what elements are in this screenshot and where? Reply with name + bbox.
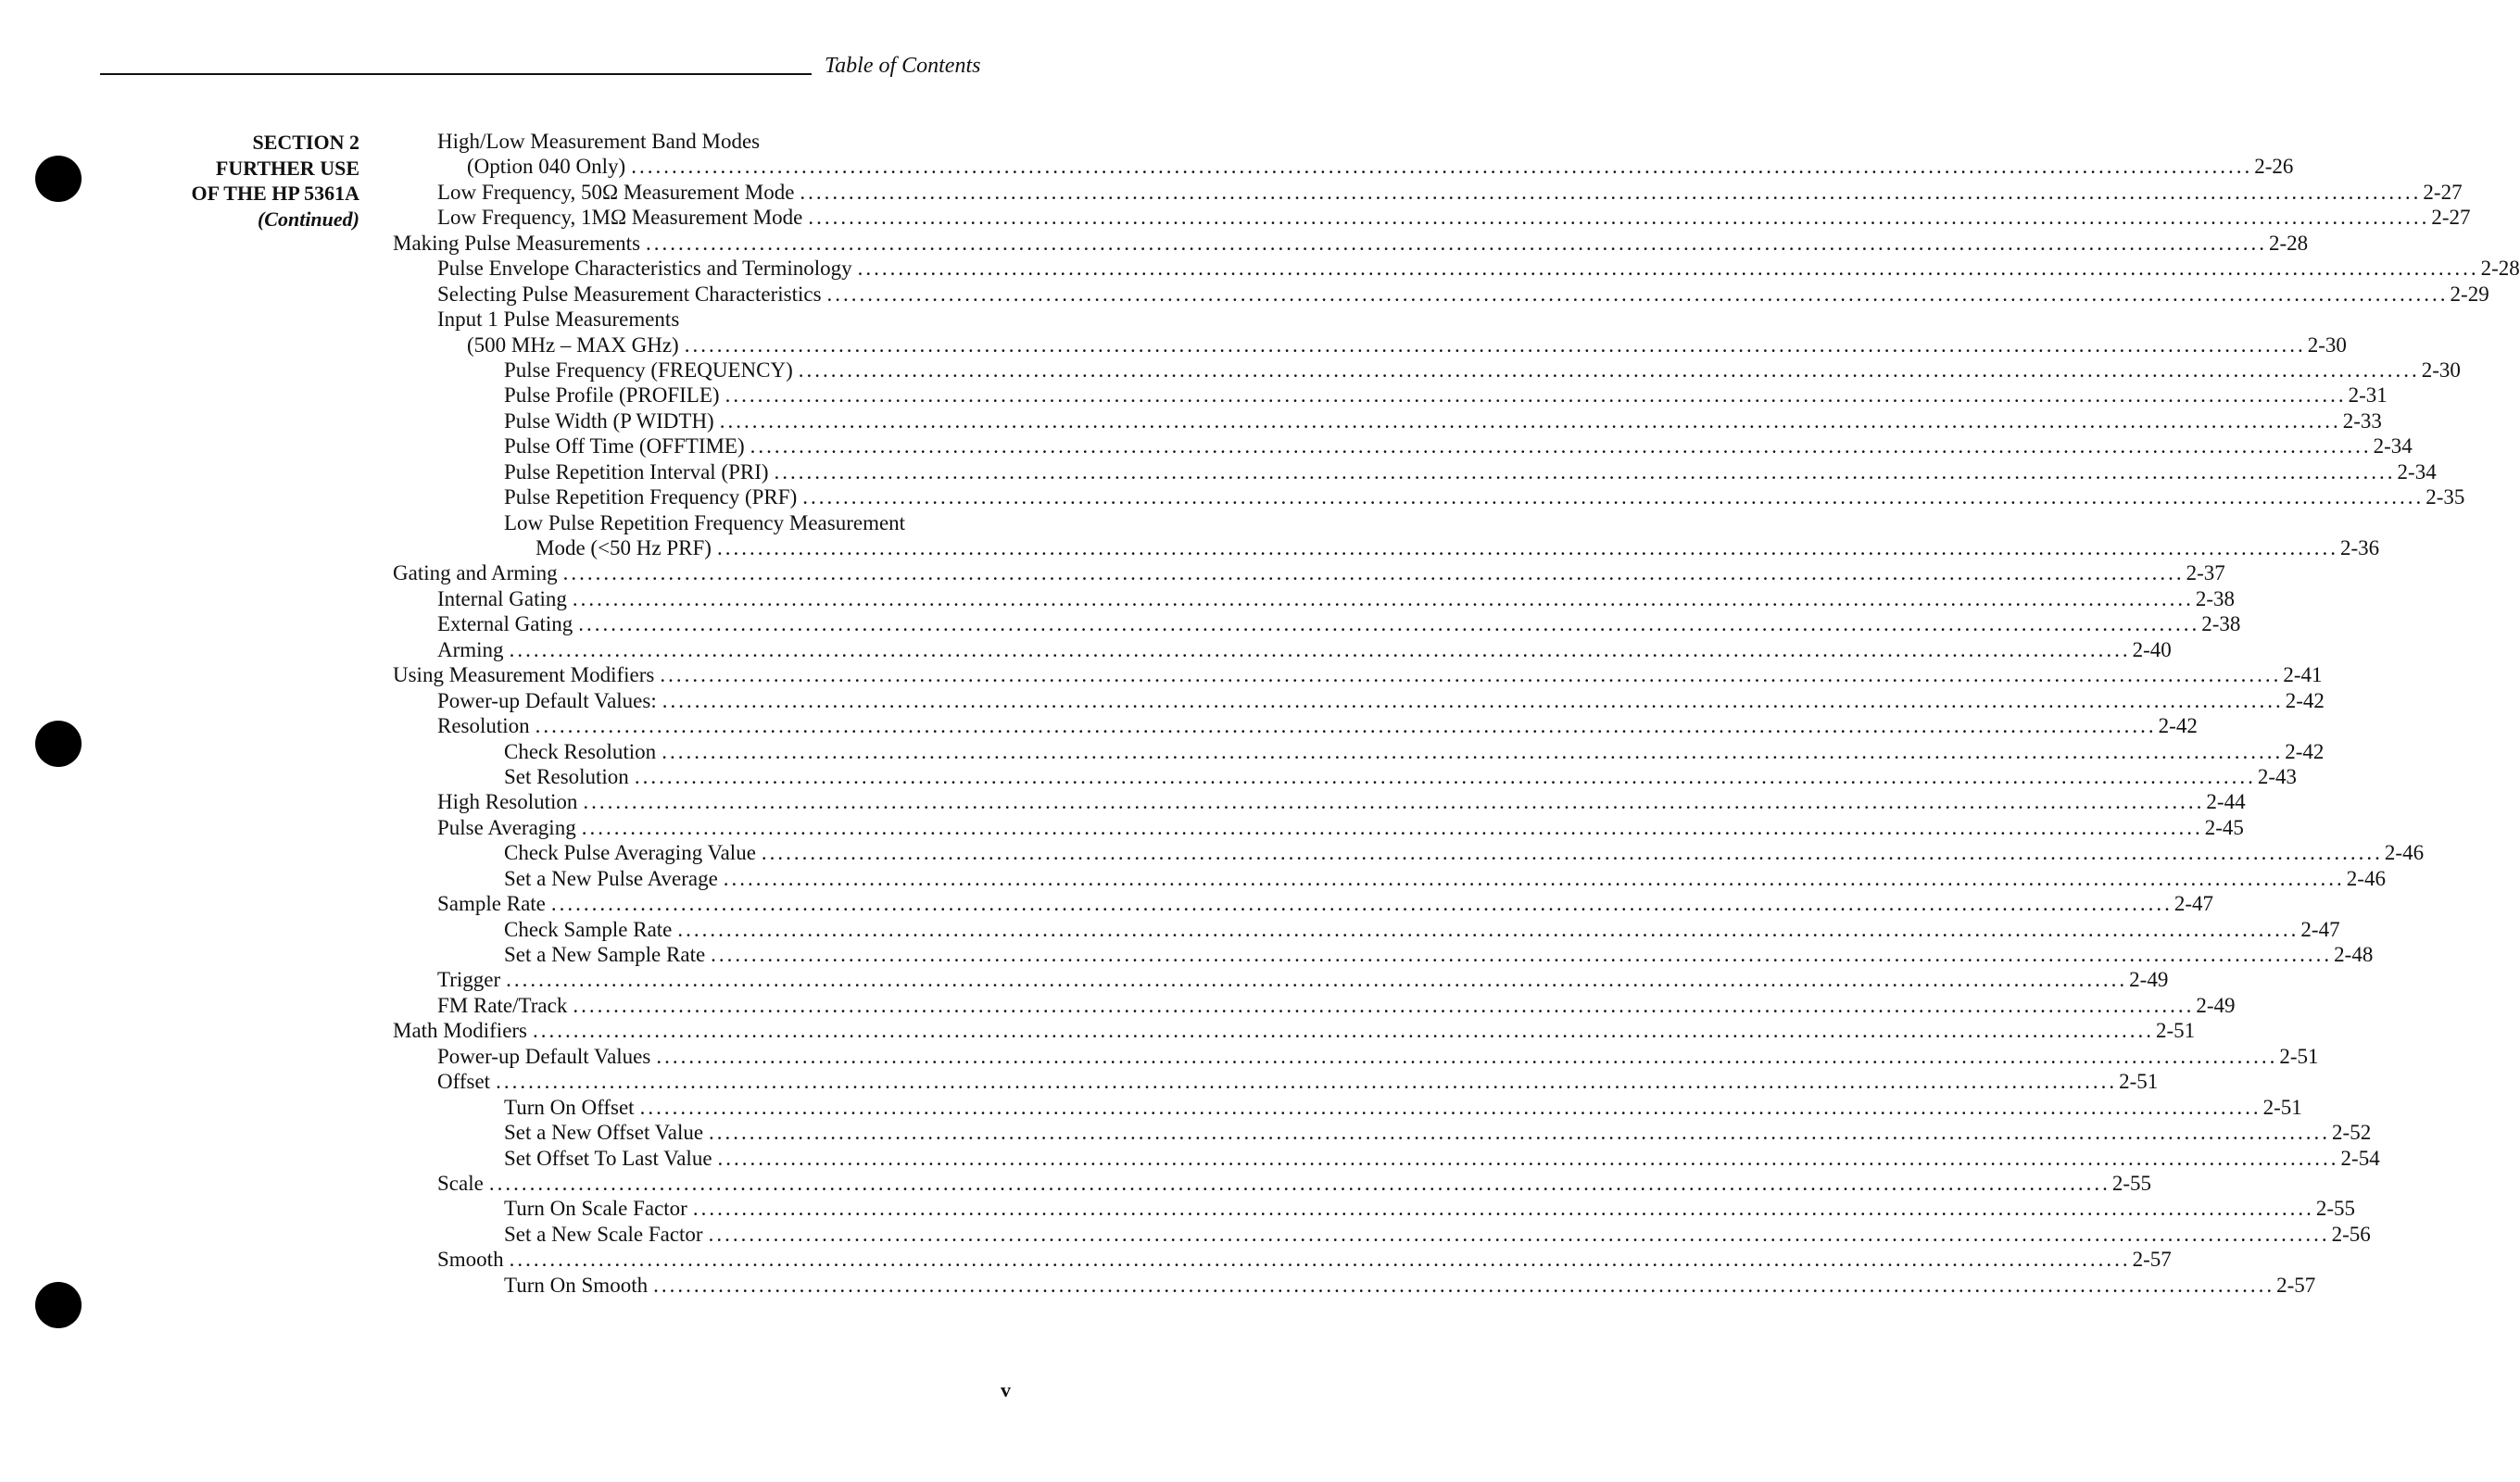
toc-entry-page: 2-42 <box>2285 688 2325 712</box>
punch-hole-icon <box>35 721 82 767</box>
dot-leader: ........................................................................................................................................................................................................ <box>662 739 2284 763</box>
toc-entry[interactable] <box>393 662 2323 687</box>
toc-entry-page: 2-46 <box>2346 866 2386 890</box>
dot-leader: ........................................................................................................................................................................................................ <box>826 282 2449 306</box>
dot-leader: ........................................................................................................................................................................................................ <box>533 1019 2155 1043</box>
toc-entry-page: 2-28 <box>2480 257 2520 281</box>
toc-entry-page: 2-47 <box>2300 917 2340 941</box>
toc-entry-page: 2-44 <box>2206 790 2246 814</box>
toc-entry-title: Set a New Scale Factor <box>504 1222 703 1246</box>
toc-entry[interactable] <box>393 1247 2172 1272</box>
toc-entry-page: 2-56 <box>2331 1222 2371 1246</box>
dot-leader: ........................................................................................................................................................................................................ <box>709 1121 2331 1145</box>
dot-leader: ........................................................................................................................................................................................................ <box>802 485 2425 509</box>
toc-entry[interactable] <box>393 1120 2372 1145</box>
dot-leader: ........................................................................................................................................................................................................ <box>717 1146 2339 1170</box>
toc-entry[interactable] <box>393 1095 2302 1120</box>
toc-entry-title: Internal Gating <box>437 586 567 610</box>
dot-leader: ........................................................................................................................................................................................................ <box>488 1171 2110 1195</box>
dot-leader: ........................................................................................................................................................................................................ <box>581 815 2203 839</box>
toc-entry-title: (500 MHz – MAX GHz) <box>467 333 679 357</box>
dot-leader: ........................................................................................................................................................................................................ <box>506 968 2128 992</box>
toc-entry[interactable] <box>393 637 2172 662</box>
toc-entry[interactable] <box>393 560 2225 585</box>
toc-entry-title: Low Pulse Repetition Frequency Measurement <box>504 510 906 534</box>
dot-leader: ........................................................................................................................................................................................................ <box>677 917 2300 941</box>
toc-entry-title: Offset <box>437 1070 491 1094</box>
toc-entry-title: Pulse Repetition Interval (PRI) <box>504 459 769 484</box>
toc-entry-page: 2-40 <box>2132 637 2172 661</box>
toc-entry[interactable] <box>393 408 2382 433</box>
toc-list <box>393 129 2520 1298</box>
toc-entry-title: Turn On Smooth <box>504 1273 649 1297</box>
toc-entry-title: Check Resolution <box>504 739 657 763</box>
toc-entry-page: 2-55 <box>2111 1171 2151 1195</box>
toc-entry-page: 2-51 <box>2156 1019 2196 1043</box>
toc-entry-title: Low Frequency, 1MΩ Measurement Mode <box>437 206 803 230</box>
toc-entry-page: 2-30 <box>2307 333 2347 357</box>
toc-entry-page: 2-57 <box>2132 1248 2172 1272</box>
toc-entry-page: 2-49 <box>2129 968 2169 992</box>
toc-entry-title: Trigger <box>437 968 501 992</box>
toc-entry[interactable] <box>393 815 2244 840</box>
dot-leader: ........................................................................................................................................................................................................ <box>535 714 2157 738</box>
toc-entry-page: 2-57 <box>2276 1273 2316 1297</box>
dot-leader: ........................................................................................................................................................................................................ <box>634 764 2256 788</box>
dot-leader: ........................................................................................................................................................................................................ <box>562 561 2185 585</box>
toc-entry[interactable] <box>393 713 2198 738</box>
toc-entry-title: Making Pulse Measurements <box>393 231 641 255</box>
punch-hole-icon <box>35 1282 82 1328</box>
toc-entry[interactable] <box>393 358 2461 383</box>
toc-entry[interactable] <box>393 256 2520 281</box>
toc-entry-page: 2-27 <box>2431 206 2471 230</box>
toc-entry-page: 2-51 <box>2119 1070 2159 1094</box>
toc-entry[interactable] <box>393 510 1014 535</box>
dot-leader: ........................................................................................................................................................................................................ <box>509 1248 2131 1272</box>
toc-entry-page: 2-45 <box>2204 815 2244 839</box>
toc-entry-title: FM Rate/Track <box>437 993 568 1017</box>
toc-entry-title: Selecting Pulse Measurement Characteristics <box>437 282 822 306</box>
toc-entry-page: 2-33 <box>2342 408 2382 433</box>
toc-entry-title: Set a New Sample Rate <box>504 943 706 966</box>
dot-leader: ........................................................................................................................................................................................................ <box>711 943 2333 966</box>
toc-entry-page: 2-42 <box>2285 739 2325 763</box>
toc-entry-title: Set Offset To Last Value <box>504 1146 712 1170</box>
dot-leader: ........................................................................................................................................................................................................ <box>724 383 2347 408</box>
toc-entry[interactable] <box>393 535 2380 560</box>
toc-entry-page: 2-34 <box>2397 459 2437 484</box>
toc-entry-page: 2-36 <box>2339 536 2380 559</box>
toc-entry[interactable] <box>393 307 1014 332</box>
toc-entry[interactable] <box>393 1146 2380 1171</box>
toc-entry[interactable] <box>393 611 2241 636</box>
page-number: v <box>1001 1378 1011 1401</box>
toc-entry-title: Pulse Averaging <box>437 815 576 839</box>
dot-leader: ........................................................................................................................................................................................................ <box>631 155 2253 179</box>
dot-leader: ........................................................................................................................................................................................................ <box>750 434 2372 458</box>
section-heading <box>139 130 359 232</box>
toc-entry[interactable] <box>393 433 2413 458</box>
toc-entry-page: 2-27 <box>2423 180 2463 204</box>
toc-entry[interactable] <box>393 1222 2371 1247</box>
dot-leader: ........................................................................................................................................................................................................ <box>662 688 2284 712</box>
dot-leader: ........................................................................................................................................................................................................ <box>578 612 2200 636</box>
toc-entry-page: 2-31 <box>2348 383 2388 408</box>
toc-entry[interactable] <box>393 586 2236 611</box>
section-number: SECTION 2 <box>252 131 359 154</box>
dot-leader: ........................................................................................................................................................................................................ <box>583 790 2205 814</box>
toc-entry-page: 2-49 <box>2196 993 2236 1017</box>
toc-entry-title: Pulse Frequency (FREQUENCY) <box>504 358 793 382</box>
toc-entry-title: Power-up Default Values <box>437 1044 651 1068</box>
toc-entry[interactable] <box>393 154 2294 179</box>
toc-entry-page: 2-48 <box>2334 943 2374 966</box>
continued-label: (Continued) <box>257 207 359 231</box>
toc-entry-page: 2-34 <box>2373 434 2413 458</box>
toc-entry-page: 2-47 <box>2174 892 2214 916</box>
toc-entry[interactable] <box>393 333 2347 358</box>
dot-leader: ........................................................................................................................................................................................................ <box>572 586 2194 610</box>
toc-entry-page: 2-41 <box>2283 663 2323 687</box>
toc-entry-title: Scale <box>437 1171 484 1195</box>
dot-leader: ........................................................................................................................................................................................................ <box>550 892 2173 916</box>
toc-entry[interactable] <box>393 688 2325 713</box>
toc-entry[interactable] <box>393 1171 2151 1196</box>
toc-entry[interactable] <box>393 1196 2355 1221</box>
toc-entry[interactable] <box>393 1018 2196 1043</box>
toc-entry-title: High Resolution <box>437 790 578 814</box>
toc-entry-title: Arming <box>437 637 504 661</box>
toc-entry-title: Smooth <box>437 1248 504 1272</box>
toc-entry-title: Check Pulse Averaging Value <box>504 841 756 865</box>
toc-entry-title: Pulse Repetition Frequency (PRF) <box>504 485 798 509</box>
toc-entry[interactable] <box>393 383 2388 408</box>
section-title-line-2: OF THE HP 5361A <box>191 182 359 205</box>
toc-entry-title: Input 1 Pulse Measurements <box>437 308 680 332</box>
dot-leader: ........................................................................................................................................................................................................ <box>692 1197 2314 1221</box>
dot-leader: ........................................................................................................................................................................................................ <box>857 257 2479 281</box>
dot-leader: ........................................................................................................................................................................................................ <box>716 536 2338 559</box>
dot-leader: ........................................................................................................................................................................................................ <box>639 1095 2262 1119</box>
dot-leader: ........................................................................................................................................................................................................ <box>573 993 2195 1017</box>
toc-entry[interactable] <box>393 180 2463 205</box>
section-title-line-1: FURTHER USE <box>215 156 359 180</box>
toc-entry-title: External Gating <box>437 612 573 636</box>
toc-entry-title: Math Modifiers <box>393 1019 528 1043</box>
toc-entry[interactable] <box>393 129 1014 154</box>
toc-entry-page: 2-30 <box>2421 358 2461 382</box>
toc-entry-title: Pulse Off Time (OFFTIME) <box>504 434 745 458</box>
toc-entry-title: Turn On Offset <box>504 1095 635 1119</box>
toc-entry[interactable] <box>393 993 2236 1018</box>
toc-entry[interactable] <box>393 459 2437 484</box>
toc-entry-page: 2-28 <box>2269 231 2309 255</box>
dot-leader: ........................................................................................................................................................................................................ <box>719 408 2341 433</box>
toc-entry[interactable] <box>393 764 2297 789</box>
dot-leader: ........................................................................................................................................................................................................ <box>684 333 2306 357</box>
toc-entry-title: Mode (<50 Hz PRF) <box>536 536 712 559</box>
toc-entry-page: 2-37 <box>2186 561 2225 585</box>
toc-entry[interactable] <box>393 1273 2316 1298</box>
toc-entry-title: Gating and Arming <box>393 561 558 585</box>
toc-entry-title: Low Frequency, 50Ω Measurement Mode <box>437 180 795 204</box>
toc-entry-page: 2-51 <box>2279 1044 2319 1068</box>
toc-entry[interactable] <box>393 942 2374 967</box>
toc-entry-page: 2-26 <box>2254 155 2294 179</box>
toc-entry-page: 2-35 <box>2426 485 2465 509</box>
toc-entry-title: Pulse Width (P WIDTH) <box>504 408 714 433</box>
toc-entry-title: (Option 040 Only) <box>467 155 626 179</box>
toc-entry-title: Turn On Scale Factor <box>504 1197 687 1221</box>
toc-entry-page: 2-29 <box>2450 282 2489 306</box>
toc-entry-title: Using Measurement Modifiers <box>393 663 655 687</box>
toc-entry[interactable] <box>393 866 2386 891</box>
dot-leader: ........................................................................................................................................................................................................ <box>496 1070 2118 1094</box>
toc-entry-title: Set a New Pulse Average <box>504 866 718 890</box>
toc-entry-page: 2-54 <box>2340 1146 2380 1170</box>
toc-entry-page: 2-43 <box>2257 764 2297 788</box>
toc-entry-title: Check Sample Rate <box>504 917 673 941</box>
dot-leader: ........................................................................................................................................................................................................ <box>761 841 2383 865</box>
dot-leader: ........................................................................................................................................................................................................ <box>798 358 2420 382</box>
toc-entry[interactable] <box>393 205 2471 230</box>
dot-leader: ........................................................................................................................................................................................................ <box>509 637 2131 661</box>
dot-leader: ........................................................................................................................................................................................................ <box>646 231 2268 255</box>
toc-entry-title: Sample Rate <box>437 892 546 916</box>
toc-entry[interactable] <box>393 484 2465 509</box>
toc-entry[interactable] <box>393 789 2246 814</box>
toc-entry-title: High/Low Measurement Band Modes <box>437 130 761 153</box>
dot-leader: ........................................................................................................................................................................................................ <box>656 1044 2278 1068</box>
toc-entry[interactable] <box>393 840 2425 865</box>
toc-entry-title: Power-up Default Values: <box>437 688 657 712</box>
toc-entry[interactable] <box>393 1044 2319 1069</box>
dot-leader: ........................................................................................................................................................................................................ <box>660 663 2282 687</box>
toc-entry[interactable] <box>393 1069 2159 1094</box>
toc-entry[interactable] <box>393 282 2489 307</box>
toc-entry[interactable] <box>393 891 2214 916</box>
toc-entry[interactable] <box>393 739 2325 764</box>
toc-entry-page: 2-55 <box>2315 1197 2355 1221</box>
toc-entry-page: 2-46 <box>2384 841 2425 865</box>
toc-entry-page: 2-52 <box>2332 1121 2372 1145</box>
toc-entry[interactable] <box>393 917 2340 942</box>
dot-leader: ........................................................................................................................................................................................................ <box>808 206 2430 230</box>
toc-entry-title: Set a New Offset Value <box>504 1121 704 1145</box>
dot-leader: ........................................................................................................................................................................................................ <box>723 866 2345 890</box>
dot-leader: ........................................................................................................................................................................................................ <box>800 180 2422 204</box>
toc-entry-title: Resolution <box>437 714 530 738</box>
toc-entry-title: Pulse Profile (PROFILE) <box>504 383 720 408</box>
dot-leader: ........................................................................................................................................................................................................ <box>708 1222 2330 1246</box>
toc-entry-title: Pulse Envelope Characteristics and Terminology <box>437 257 852 281</box>
header-rule <box>100 73 812 75</box>
toc-entry-page: 2-51 <box>2262 1095 2302 1119</box>
toc-entry[interactable] <box>393 967 2169 992</box>
page-header-title: Table of Contents <box>825 54 981 78</box>
dot-leader: ........................................................................................................................................................................................................ <box>774 459 2396 484</box>
toc-entry-page: 2-42 <box>2158 714 2198 738</box>
toc-entry-page: 2-38 <box>2201 612 2241 636</box>
toc-entry[interactable] <box>393 231 2309 256</box>
dot-leader: ........................................................................................................................................................................................................ <box>653 1273 2275 1297</box>
toc-entry-page: 2-38 <box>2195 586 2236 610</box>
toc-entry-title: Set Resolution <box>504 764 629 788</box>
punch-hole-icon <box>35 156 82 202</box>
